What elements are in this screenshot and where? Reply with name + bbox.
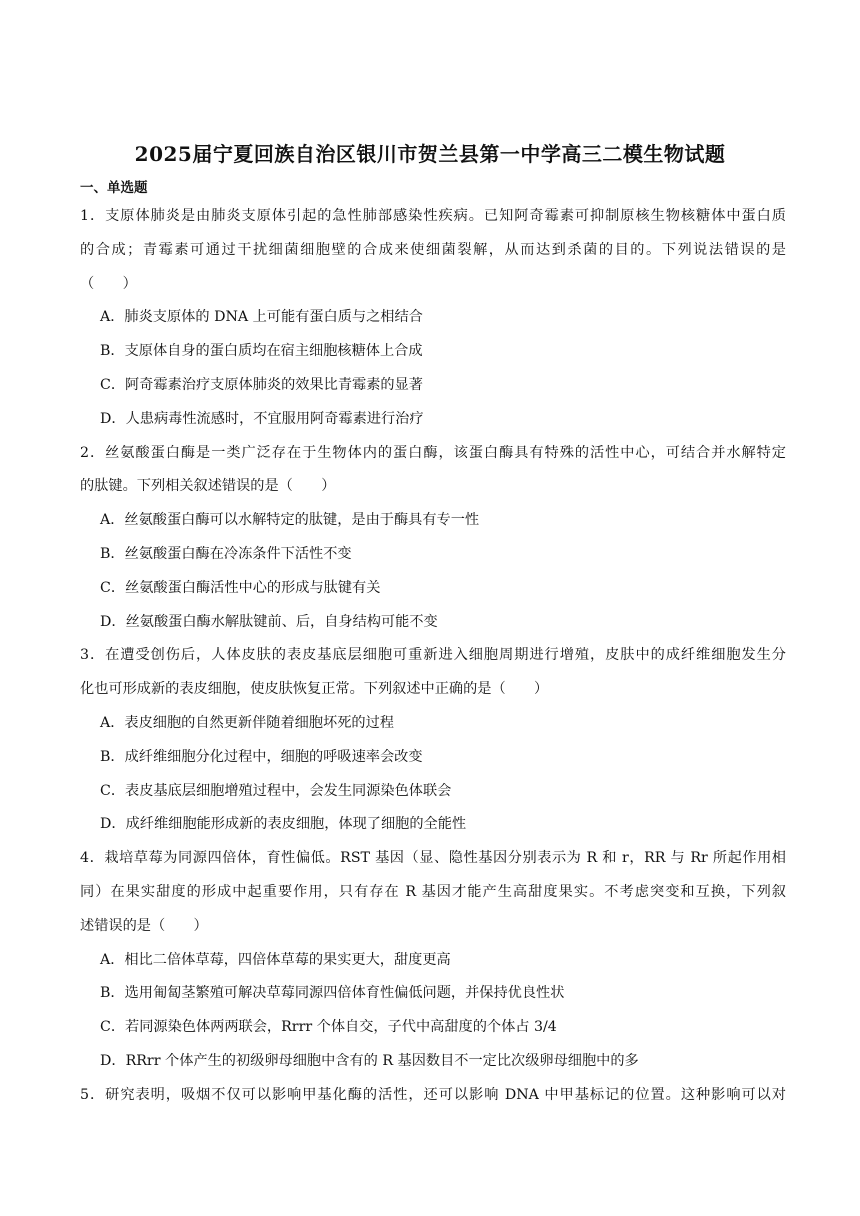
question-list [80, 200, 786, 1113]
question-3-option-b: B．成纤维细胞分化过程中，细胞的呼吸速率会改变 [100, 748, 423, 765]
question-2-option-b: B．丝氨酸蛋白酶在冷冻条件下活性不变 [100, 545, 352, 562]
question-4-line-1: 4．栽培草莓为同源四倍体，育性偏低。RST 基因（显、隐性基因分别表示为 R 和 r，RR 与 Rr 所起作用相 [80, 850, 786, 867]
question-1-option-b: B．支原体自身的蛋白质均在宿主细胞核糖体上合成 [100, 343, 423, 360]
question-2-option-c: C．丝氨酸蛋白酶活性中心的形成与肽键有关 [100, 579, 381, 596]
question-2-line-2: 的肽键。下列相关叙述错误的是（ ） [80, 478, 336, 495]
question-1-option-a: A．肺炎支原体的 DNA 上可能有蛋白质与之相结合 [100, 309, 423, 326]
question-4-option-c: C．若同源染色体两两联会，Rrrr 个体自交，子代中高甜度的个体占 3/4 [100, 1019, 557, 1036]
question-4-option-a: A．相比二倍体草莓，四倍体草莓的果实更大，甜度更高 [100, 951, 451, 968]
question-1-option-c: C．阿奇霉素治疗支原体肺炎的效果比青霉素的显著 [100, 376, 423, 393]
question-1-line-1: 1．支原体肺炎是由肺炎支原体引起的急性肺部感染性疾病。已知阿奇霉素可抑制原核生物核糖体中蛋白质 [80, 208, 786, 224]
question-4-option-b: B．选用匍匐茎繁殖可解决草莓同源四倍体育性偏低问题，并保持优良性状 [100, 985, 565, 1002]
question-4-line-2: 同）在果实甜度的形成中起重要作用，只有存在 R 基因才能产生高甜度果实。不考虑突变和互换，下列叙 [80, 883, 786, 900]
question-4-option-d: D．RRrr 个体产生的初级卵母细胞中含有的 R 基因数目不一定比次级卵母细胞中的多 [100, 1052, 639, 1069]
question-4-line-3: 述错误的是（ ） [80, 917, 208, 934]
question-1-line-3: （ ） [80, 275, 137, 292]
question-3-option-d: D．成纤维细胞能形成新的表皮细胞，体现了细胞的全能性 [100, 816, 467, 833]
question-1-line-2: 的合成；青霉素可通过干扰细菌细胞壁的合成来使细菌裂解，从而达到杀菌的目的。下列说法错误的是 [80, 241, 786, 258]
question-1-option-d: D．人患病毒性流感时，不宜服用阿奇霉素进行治疗 [100, 410, 424, 427]
question-2-line-1: 2．丝氨酸蛋白酶是一类广泛存在于生物体内的蛋白酶，该蛋白酶具有特殊的活性中心，可结合并水解特定 [80, 444, 786, 461]
question-3-option-a: A．表皮细胞的自然更新伴随着细胞坏死的过程 [100, 714, 394, 731]
question-3-line-1: 3．在遭受创伤后，人体皮肤的表皮基底层细胞可重新进入细胞周期进行增殖，皮肤中的成纤维细胞发生分 [80, 647, 786, 664]
section-heading: 一、单选题 [80, 180, 148, 196]
question-2-option-a: A．丝氨酸蛋白酶可以水解特定的肽键，是由于酶具有专一性 [100, 512, 480, 529]
question-3-line-2: 化也可形成新的表皮细胞，使皮肤恢复正常。下列叙述中正确的是（ ） [80, 681, 549, 698]
page-title: 2025届宁夏回族自治区银川市贺兰县第一中学高三二模生物试题 [134, 142, 726, 166]
question-2-option-d: D．丝氨酸蛋白酶水解肽键前、后，自身结构可能不变 [100, 613, 438, 630]
question-5-line-1: 5．研究表明，吸烟不仅可以影响甲基化酶的活性，还可以影响 DNA 中甲基标记的位置。这种影响可以对 [80, 1086, 786, 1103]
question-3-option-c: C．表皮基底层细胞增殖过程中，会发生同源染色体联会 [100, 782, 452, 799]
